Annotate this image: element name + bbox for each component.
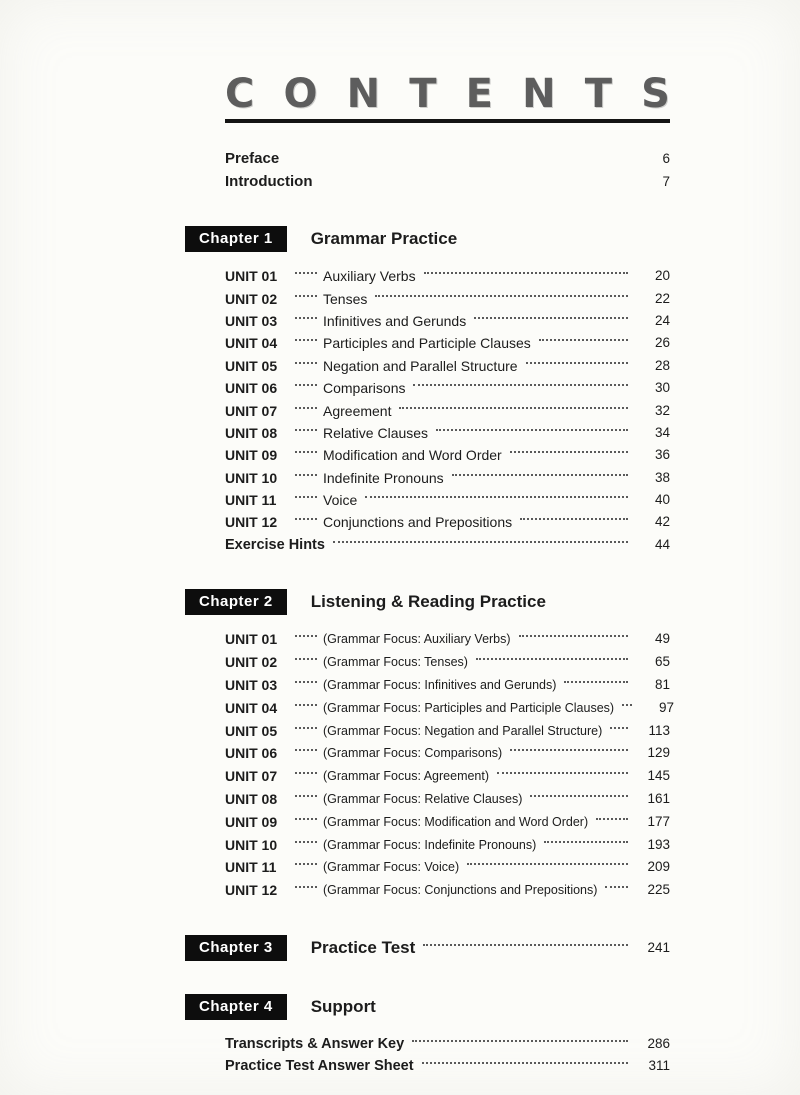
toc-entry: [225, 1055, 670, 1077]
page-number: 28: [654, 357, 670, 373]
chapters: [185, 226, 675, 1077]
toc-entry: [225, 467, 670, 489]
page-number: 161: [647, 791, 670, 807]
unit-label: UNIT 06: [225, 745, 278, 762]
toc-entry: [225, 422, 670, 444]
unit-label: UNIT 04: [225, 699, 278, 716]
unit-label: UNIT 11: [225, 859, 277, 876]
dot-leader: [295, 474, 317, 476]
chapter-heading: [185, 226, 670, 252]
toc-entry: [225, 399, 670, 421]
dot-leader: [452, 474, 628, 476]
dot-leader: [476, 658, 628, 660]
dot-leader: [295, 863, 317, 865]
dot-leader: [333, 541, 628, 543]
dot-leader: [295, 362, 317, 364]
entry-title: Practice Test Answer Sheet: [225, 1058, 414, 1075]
page-number: 97: [659, 699, 675, 715]
dot-leader: [412, 1040, 628, 1042]
dot-leader: [497, 772, 628, 774]
dot-leader: [295, 886, 317, 888]
chapter-section: [185, 226, 670, 556]
dot-leader: [295, 841, 317, 843]
dot-leader: [295, 429, 317, 431]
dot-leader: [295, 451, 317, 453]
page-number: 42: [654, 514, 670, 530]
entry-title: (Grammar Focus: Relative Clauses): [323, 792, 523, 807]
entry-title: (Grammar Focus: Conjunctions and Prepositions): [323, 883, 598, 898]
dot-leader: [610, 727, 628, 729]
chapter-badge: Chapter 1: [185, 226, 287, 252]
page-number: 65: [654, 654, 670, 670]
front-matter-entry: [225, 147, 670, 170]
dot-leader: [526, 362, 628, 364]
dot-leader: [295, 339, 317, 341]
page-number: 40: [654, 492, 670, 508]
entry-title: (Grammar Focus: Agreement): [323, 769, 490, 784]
dot-leader: [295, 704, 317, 706]
dot-leader: [295, 658, 317, 660]
page-number: 44: [654, 536, 670, 552]
unit-label: UNIT 08: [225, 424, 278, 441]
page-number: 225: [647, 882, 670, 898]
entry-title: Participles and Participle Clauses: [323, 335, 531, 352]
page-number: 129: [647, 745, 670, 761]
dot-leader: [295, 384, 317, 386]
page-number: 6: [662, 151, 670, 166]
page-number: 286: [647, 1035, 670, 1051]
page-number: 49: [654, 631, 670, 647]
unit-label: UNIT 01: [225, 631, 278, 648]
page-number: 241: [647, 940, 670, 956]
dot-leader: [295, 818, 317, 820]
contents-letter: O: [283, 71, 318, 117]
dot-leader: [539, 339, 628, 341]
dot-leader: [365, 496, 628, 498]
unit-label: UNIT 12: [225, 882, 278, 899]
chapter-badge: Chapter 2: [185, 589, 287, 615]
unit-label: UNIT 06: [225, 380, 278, 397]
entry-title: (Grammar Focus: Comparisons): [323, 746, 503, 761]
contents-letter: E: [465, 71, 493, 117]
page-number: 7: [662, 174, 670, 189]
entry-title: Transcripts & Answer Key: [225, 1035, 405, 1052]
toc-entry: [225, 310, 670, 332]
dot-leader: [510, 451, 628, 453]
unit-label: UNIT 02: [225, 654, 278, 671]
toc-entry: [225, 788, 670, 811]
entry-title: Infinitives and Gerunds: [323, 312, 467, 329]
entry-title: (Grammar Focus: Infinitives and Gerunds): [323, 678, 557, 693]
unit-label: UNIT 10: [225, 469, 278, 486]
dot-leader: [295, 727, 317, 729]
dot-leader: [423, 944, 628, 946]
chapter-badge: Chapter 3: [185, 935, 287, 961]
contents-letter: N: [522, 71, 556, 117]
dot-leader: [510, 749, 628, 751]
chapter-title: Listening & Reading Practice: [310, 592, 546, 612]
toc-entry: [225, 287, 670, 309]
entry-title: (Grammar Focus: Indefinite Pronouns): [323, 837, 537, 852]
toc-entry: [225, 833, 670, 856]
contents-title: [225, 72, 670, 123]
page-number: 24: [654, 312, 670, 328]
toc-entry: [225, 742, 670, 765]
unit-label: UNIT 02: [225, 290, 278, 307]
chapter-heading: [185, 994, 670, 1020]
page-number: 81: [654, 677, 670, 693]
entry-title: Comparisons: [323, 380, 406, 397]
chapter-badge: Chapter 4: [185, 994, 287, 1020]
toc-entry: [225, 444, 670, 466]
entry-title: Introduction: [225, 173, 313, 190]
unit-label: UNIT 07: [225, 768, 278, 785]
dot-leader: [519, 635, 628, 637]
dot-leader: [375, 295, 628, 297]
dot-leader: [596, 818, 628, 820]
entry-title: (Grammar Focus: Negation and Parallel Structure): [323, 723, 603, 738]
toc-entry: [225, 489, 670, 511]
page-number: 145: [647, 768, 670, 784]
dot-leader: [422, 1062, 628, 1064]
entry-title: Conjunctions and Prepositions: [323, 514, 513, 531]
toc-entry: [225, 355, 670, 377]
chapter-heading: [185, 935, 670, 961]
entry-title: Indefinite Pronouns: [323, 469, 444, 486]
contents-letter: C: [225, 71, 255, 117]
page-number: 193: [647, 836, 670, 852]
chapter-heading: [185, 589, 670, 615]
page-number: 32: [654, 402, 670, 418]
toc-entry: [225, 879, 670, 902]
entry-title: (Grammar Focus: Voice): [323, 860, 460, 875]
entry-title: (Grammar Focus: Modification and Word Order): [323, 814, 589, 829]
chapter-section: [185, 589, 675, 902]
contents-letter: T: [584, 71, 613, 117]
unit-label: UNIT 08: [225, 791, 278, 808]
entry-list: [225, 265, 670, 556]
contents-letter: S: [641, 71, 670, 117]
toc-entry: [225, 511, 670, 533]
toc-entry: [225, 810, 670, 833]
unit-label: UNIT 09: [225, 813, 278, 830]
page-number: 26: [654, 335, 670, 351]
unit-label: UNIT 03: [225, 677, 278, 694]
unit-label: UNIT 09: [225, 447, 278, 464]
toc-entry: [225, 332, 670, 354]
toc-entry: [225, 265, 670, 287]
chapter-title: Grammar Practice: [310, 229, 458, 248]
unit-label: UNIT 05: [225, 722, 278, 739]
entry-title: (Grammar Focus: Participles and Participle Clauses): [323, 700, 615, 715]
dot-leader: [530, 795, 628, 797]
dot-leader: [413, 384, 628, 386]
entry-title: Agreement: [323, 402, 392, 419]
page-number: 177: [647, 813, 670, 829]
dot-leader: [295, 295, 317, 297]
unit-label: UNIT 04: [225, 335, 278, 352]
dot-leader: [605, 886, 628, 888]
toc-entry: [225, 377, 670, 399]
toc-entry: [225, 856, 670, 879]
toc-entry: [225, 534, 670, 556]
unit-label: UNIT 11: [225, 492, 277, 509]
chapter-section: [185, 935, 670, 961]
dot-leader: [520, 518, 628, 520]
page-number: 38: [654, 469, 670, 485]
dot-leader: [295, 317, 317, 319]
dot-leader: [424, 272, 628, 274]
dot-leader: [295, 518, 317, 520]
toc-entry: [225, 1033, 670, 1055]
toc-entry: [225, 651, 670, 674]
dot-leader: [295, 635, 317, 637]
entry-title: Modification and Word Order: [323, 447, 502, 464]
page-number: 209: [647, 859, 670, 875]
page-number: 311: [648, 1058, 670, 1074]
unit-label: UNIT 10: [225, 836, 278, 853]
contents-title-letters: [225, 72, 670, 116]
dot-leader: [399, 407, 628, 409]
dot-leader: [622, 704, 632, 706]
chapter-title: Practice Test: [310, 937, 416, 957]
dot-leader: [295, 681, 317, 683]
page-number: 36: [654, 447, 670, 463]
page-number: 22: [654, 290, 670, 306]
title-underline: [225, 119, 670, 123]
dot-leader: [436, 429, 628, 431]
dot-leader: [295, 272, 317, 274]
dot-leader: [295, 749, 317, 751]
entry-title: Exercise Hints: [225, 536, 325, 553]
unit-label: UNIT 05: [225, 357, 278, 374]
entry-title: Preface: [225, 150, 280, 167]
front-matter-list: [225, 147, 670, 193]
entry-title: Auxiliary Verbs: [323, 268, 416, 285]
entry-list: [225, 1033, 670, 1078]
dot-leader: [295, 496, 317, 498]
front-matter-entry: [225, 170, 670, 193]
entry-title: (Grammar Focus: Tenses): [323, 655, 468, 670]
toc-entry: [225, 696, 675, 719]
unit-label: UNIT 03: [225, 312, 278, 329]
entry-list: [225, 628, 675, 902]
toc-entry: [225, 719, 670, 742]
page-number: 30: [654, 380, 670, 396]
entry-title: Voice: [323, 492, 358, 509]
toc-entry: [225, 765, 670, 788]
entry-title: Tenses: [323, 290, 368, 307]
contents-letter: T: [409, 71, 437, 117]
chapter-title: Support: [310, 996, 376, 1016]
toc-entry: [225, 674, 670, 697]
unit-label: UNIT 07: [225, 402, 278, 419]
page-number: 34: [654, 424, 670, 440]
entry-title: Relative Clauses: [323, 424, 429, 441]
toc-entry: [225, 628, 670, 651]
entry-title: Negation and Parallel Structure: [323, 357, 518, 374]
dot-leader: [467, 863, 628, 865]
dot-leader: [295, 795, 317, 797]
contents-letter: N: [346, 71, 381, 117]
dot-leader: [544, 841, 628, 843]
page-number: 113: [648, 722, 670, 738]
chapter-section: [185, 994, 670, 1078]
unit-label: UNIT 01: [225, 268, 278, 285]
dot-leader: [474, 317, 628, 319]
dot-leader: [295, 772, 317, 774]
unit-label: UNIT 12: [225, 514, 278, 531]
dot-leader: [564, 681, 628, 683]
entry-title: (Grammar Focus: Auxiliary Verbs): [323, 632, 511, 647]
dot-leader: [295, 407, 317, 409]
page-number: 20: [654, 268, 670, 284]
